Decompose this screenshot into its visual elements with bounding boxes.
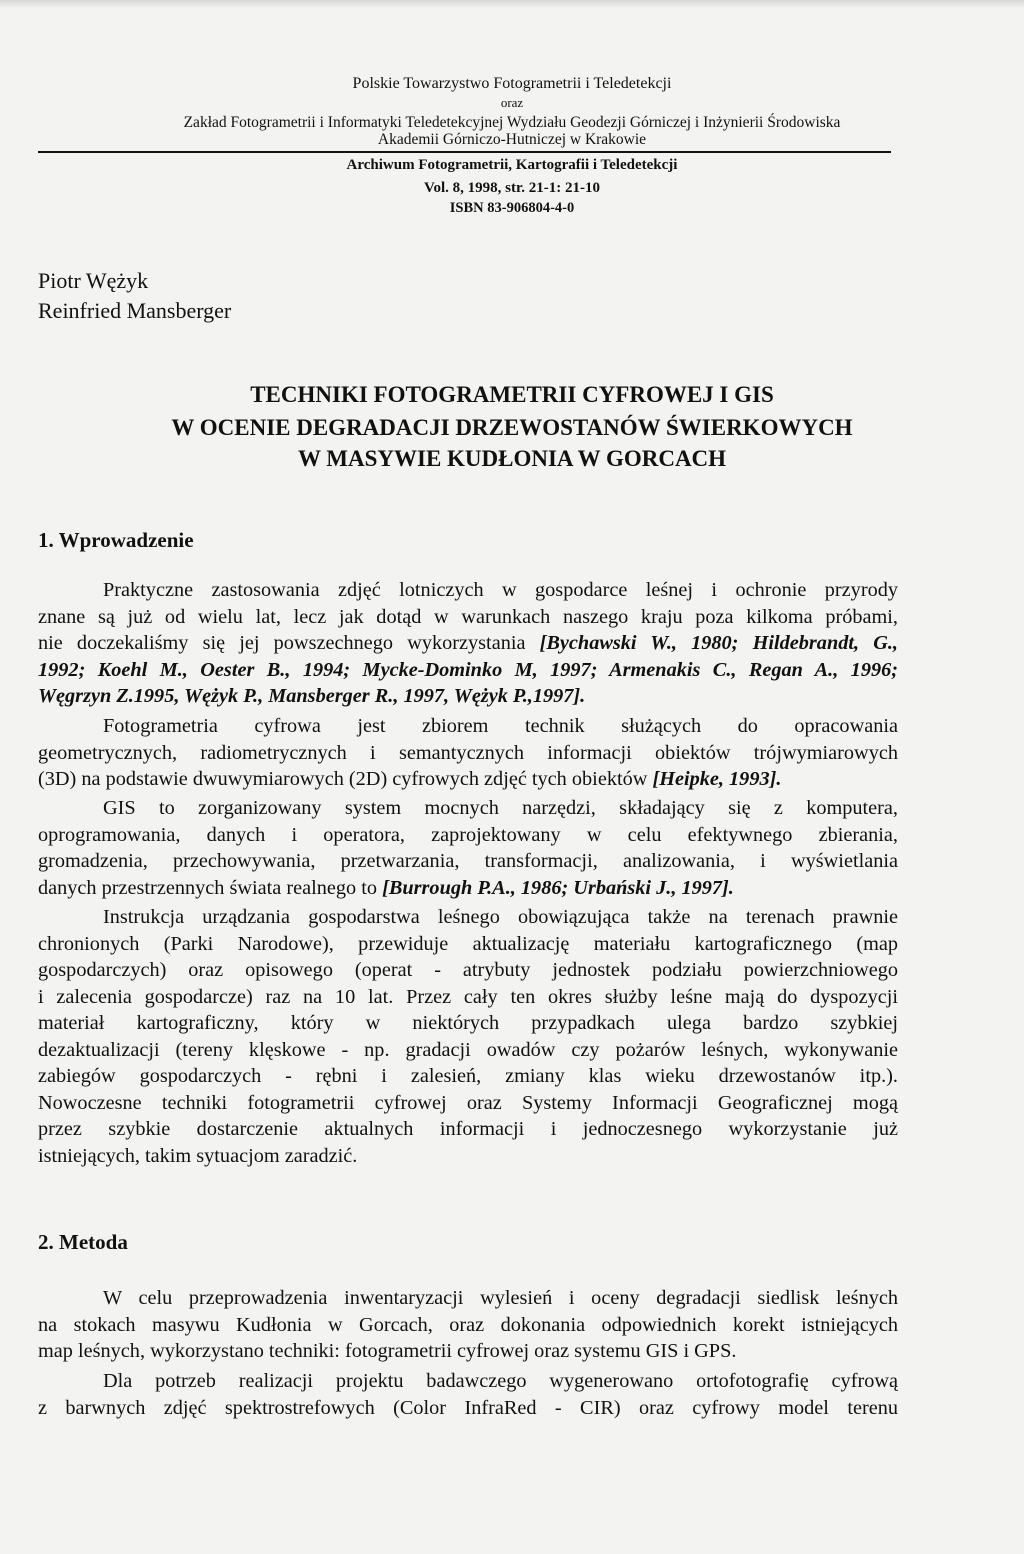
p3-line-1: GIS to zorganizowany system mocnych narzędzi, składający się z komputera, [103,797,898,819]
p2-citation: [Heipke, 1993]. [652,768,782,790]
p6-line-2: z barwnych zdjęć spektrostrefowych (Color InfraRed - CIR) oraz cyfrowy model terenu [38,1396,898,1419]
p4-line-6: dezaktualizacji (tereny klęskowe - np. gradacji owadów czy pożarów leśnych, wykonywanie [38,1038,898,1061]
p1-line-3 [38,630,898,657]
volume-info: Vol. 8, 1998, str. 21-1: 21-10 [424,180,600,196]
p4-line-10: istniejących, takim sytuacjom zaradzić. [38,1144,358,1167]
paragraph-6 [38,1368,898,1421]
p1-line-1: Praktyczne zastosowania zdjęć lotniczych w gospodarce leśnej i ochronie przyrody [103,579,898,601]
p4-line-7: zabiegów gospodarczych - rębni i zalesień, zmiany klas wieku drzewostanów itp.). [38,1065,898,1087]
section-heading-1: 1. Wprowadzenie [38,528,194,552]
p5-line-1: W celu przeprowadzenia inwentaryzacji wylesień i oceny degradacji siedlisk leśnych [103,1287,898,1309]
p3-citation: [Burrough P.A., 1986; Urbański J., 1997]. [382,876,734,899]
header-rule [38,151,891,153]
p1-line-2: znane są już od wielu lat, lecz jak dotąd w warunkach naszego kraju poza kilkoma próbami, [38,605,898,628]
p6-line-1: Dla potrzeb realizacji projektu badawczego wygenerowano ortofotografię cyfrową [103,1370,898,1392]
academy-name: Akademii Górniczo-Hutniczej w Krakowie [377,131,647,148]
p2-line-2: geometrycznych, radiometrycznych i semantycznych informacji obiektów trójwymiarowych [38,741,898,764]
p1-line-4: 1992; Koehl M., Oester B., 1994; Mycke-Dominko M, 1997; Armenakis C., Regan A., 1996; [38,658,898,681]
p3-line-4-text: danych przestrzennych świata realnego to [38,876,383,899]
p4-line-9: przez szybkie dostarczenie aktualnych informacji i jednoczesnego wykorzystanie już [38,1118,898,1140]
p1-line-5: Węgrzyn Z.1995, Wężyk P., Mansberger R., 1997, Wężyk P.,1997]. [38,685,586,707]
p3-line-2: oprogramowania, danych i operatora, zaprojektowany w celu efektywnego zbierania, [38,823,898,846]
p1-citation-start: [Bychawski W., 1980; Hildebrandt, G., [539,632,898,654]
p4-line-8: Nowoczesne techniki fotogrametrii cyfrowej oraz Systemy Informacji Geograficznej mogą [38,1091,898,1114]
author-1: Piotr Wężyk [38,268,149,293]
p4-line-2: chronionych (Parki Narodowe), przewiduje aktualizację materiału kartograficznego (map [38,932,898,955]
p2-line-3 [38,766,898,793]
p5-line-2: na stokach masywu Kudłonia w Gorcach, oraz dokonania odpowiednich korekt istniejących [38,1313,898,1336]
paragraph-4 [38,904,898,1169]
title-line-2: W OCENIE DEGRADACJI DRZEWOSTANÓW ŚWIERKOWYCH [171,415,853,440]
p5-line-3: map leśnych, wykorzystano techniki: fotogrametrii cyfrowej oraz systemu GIS i GPS. [38,1340,737,1362]
paragraph-3 [38,795,898,901]
p2-line-3-text: (3D) na podstawie dwuwymiarowych (2D) cyfrowych zdjęć tych obiektów [38,768,653,790]
p4-line-3: gospodarczych) oraz opisowego (operat - atrybuty jednostek podziału powierzchniowego [38,959,898,981]
author-2: Reinfried Mansberger [38,298,232,323]
society-name: Polskie Towarzystwo Fotogrametrii i Teledetekcji [352,75,672,92]
title-line-3: W MASYWIE KUDŁONIA W GORCACH [297,446,727,471]
p4-line-1: Instrukcja urządzania gospodarstwa leśnego obowiązująca także na terenach prawnie [103,906,898,928]
p3-line-3: gromadzenia, przechowywania, przetwarzania, transformacji, analizowania, i wyświetlania [38,850,898,872]
p4-line-4: i zalecenia gospodarcze) raz na 10 lat. Przez cały ten okres służby leśne mają do dyspozycji [38,985,898,1008]
scan-edge [0,0,1024,8]
header-oraz: oraz [500,95,524,110]
paragraph-2 [38,713,898,793]
isbn: ISBN 83-906804-4-0 [449,200,575,216]
p3-line-4 [38,875,898,902]
p1-line-3-text: nie doczekaliśmy się jej powszechnego wykorzystania [38,632,540,654]
p2-line-1: Fotogrametria cyfrowa jest zbiorem technik służących do opracowania [103,715,898,737]
archive-name: Archiwum Fotogrametrii, Kartografii i Teledetekcji [346,157,678,173]
title-line-1: TECHNIKI FOTOGRAMETRII CYFROWEJ I GIS [250,382,774,407]
department-name: Zakład Fotogrametrii i Informatyki Teledetekcyjnej Wydziału Geodezji Górniczej i Inżynierii Środowiska [183,114,841,131]
paragraph-5 [38,1285,898,1365]
paragraph-1 [38,577,898,710]
p4-line-5: materiał kartograficzny, który w niektórych przypadkach ulega bardzo szybkiej [38,1012,898,1034]
section-heading-2: 2. Metoda [38,1230,128,1254]
